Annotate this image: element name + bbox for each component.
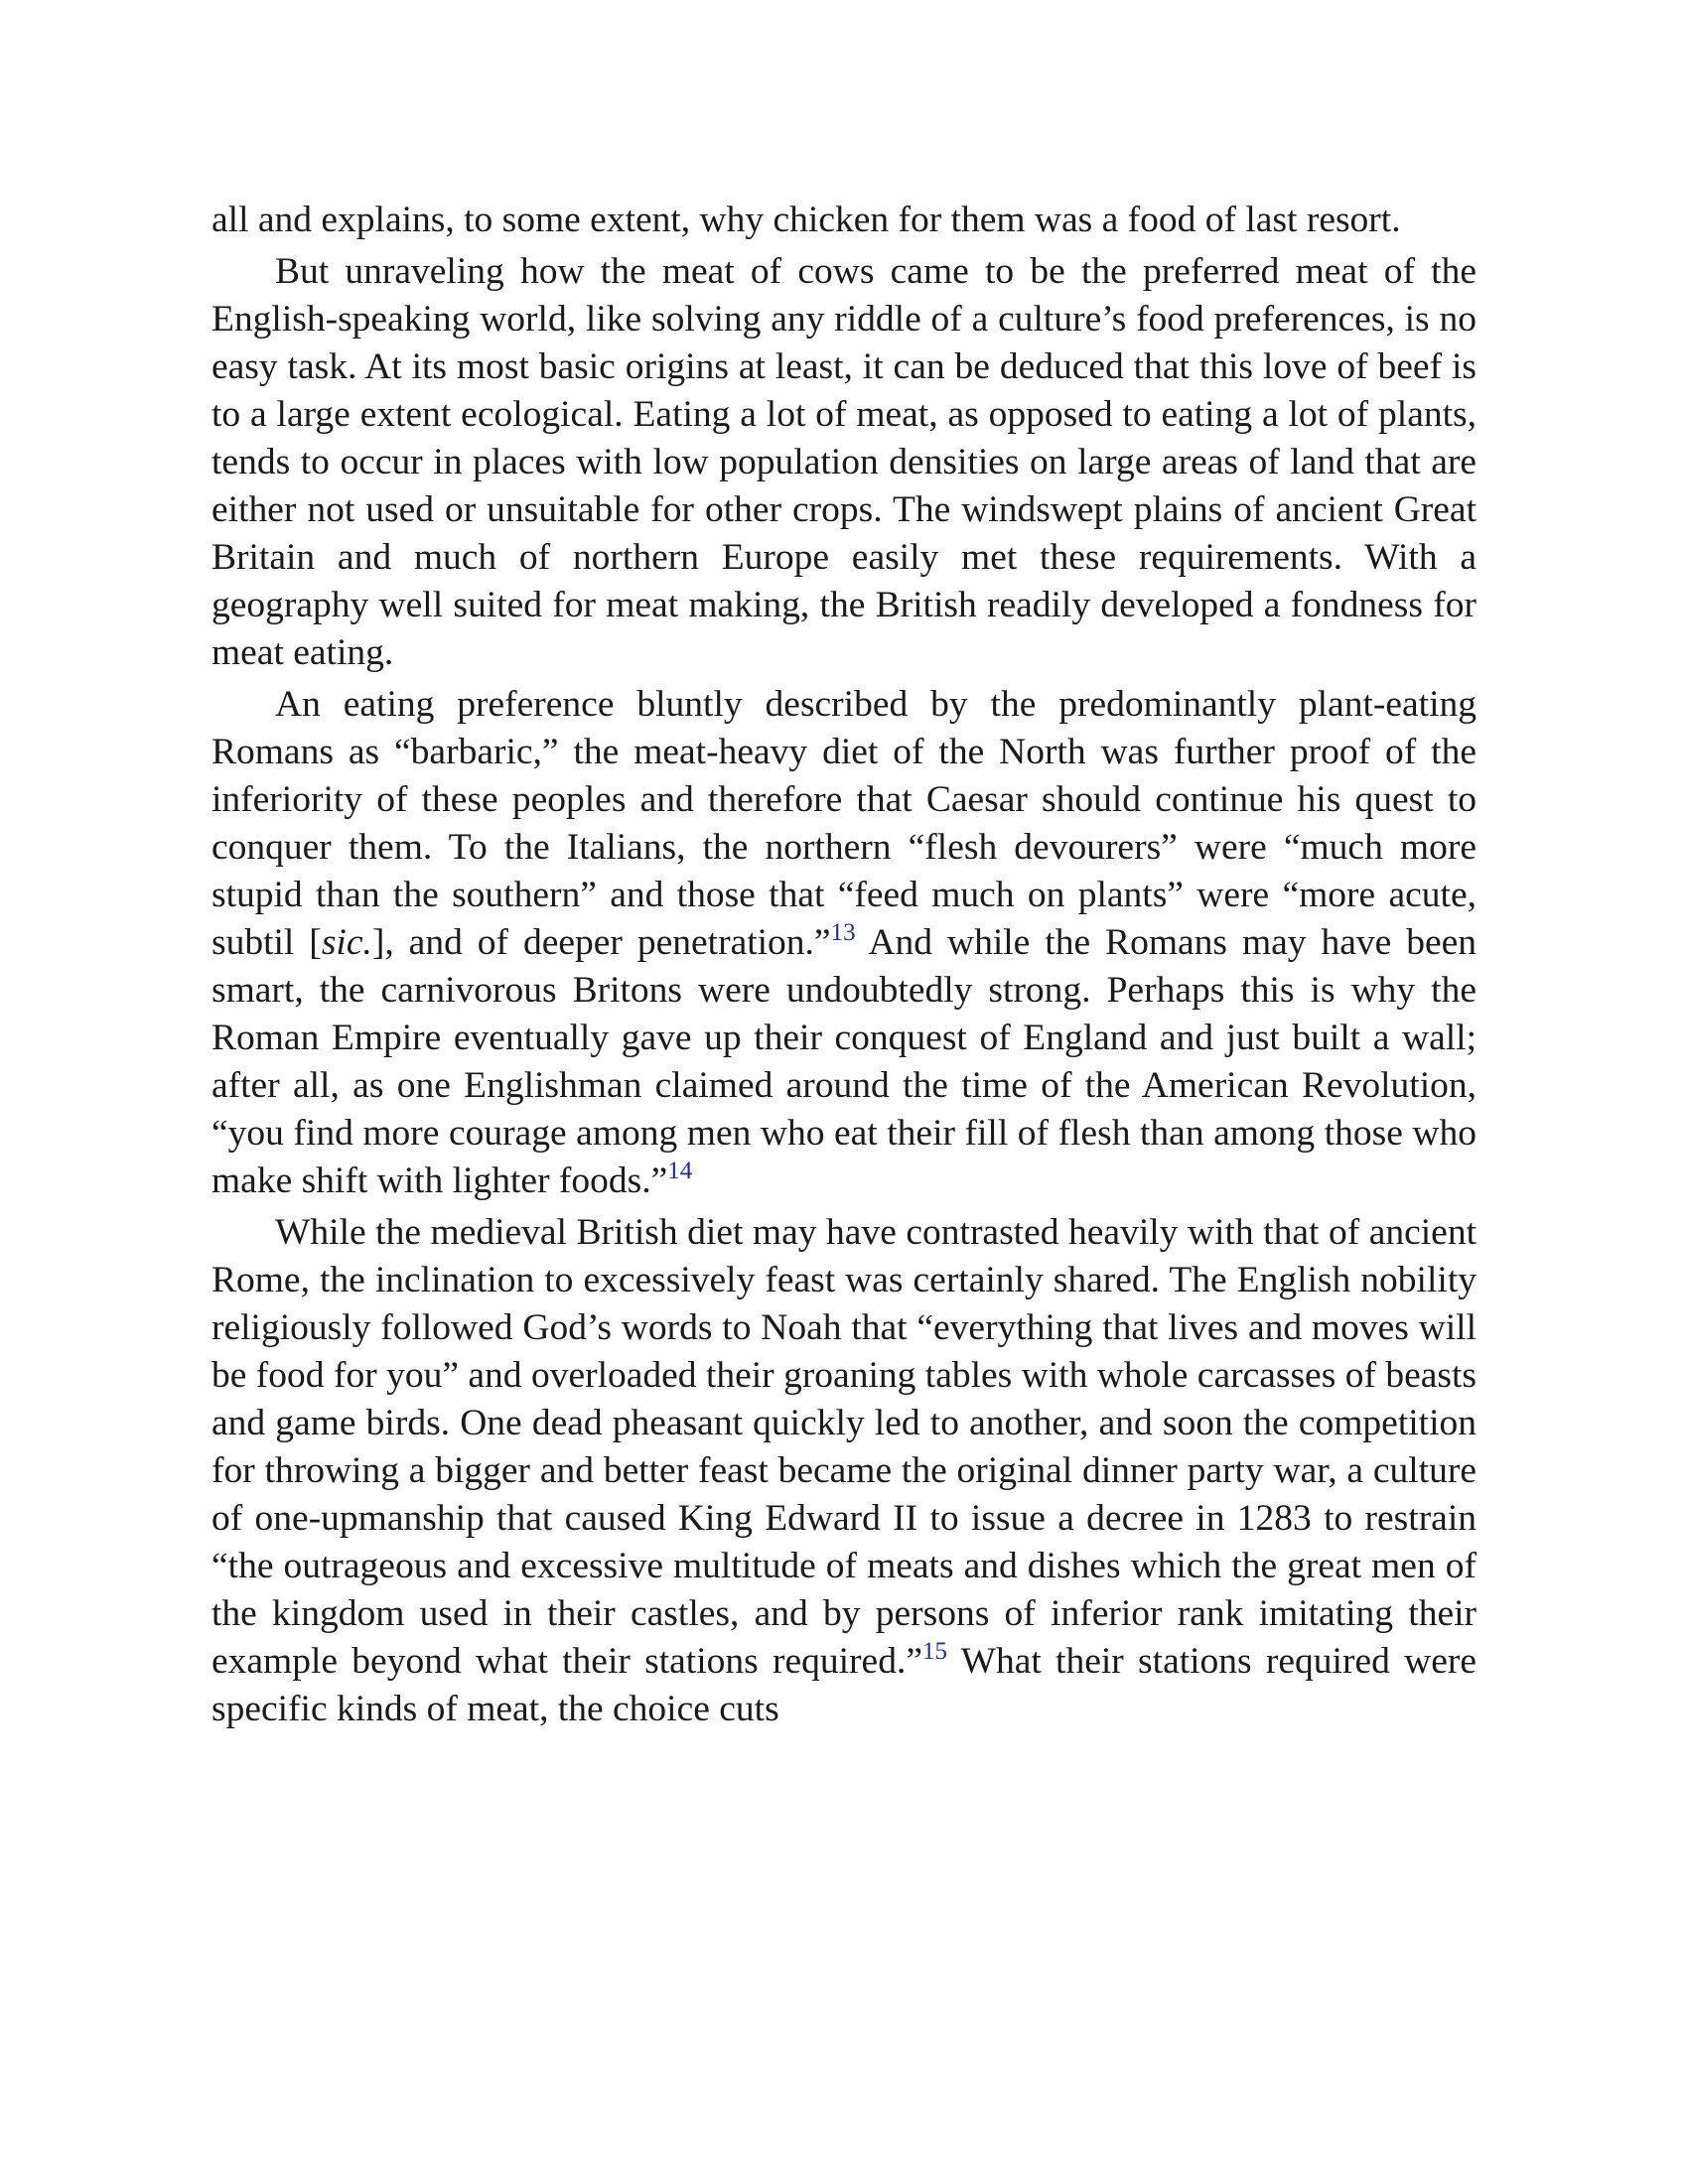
paragraph-beef-origins: But unraveling how the meat of cows came to be the preferred meat of the English-speaking world, like solving any riddle of a culture’s food preferences, is no easy task. At its most basic origins at least, it can be deduced that this love of beef is to a large extent ecological. Eating a lot of meat, as opposed to eating a lot of plants, tends to occur in places with low population densities on large areas of land that are either not used or unsuitable for other crops. The windswept plains of ancient Great Britain and much of northern Europe easily met these requirements. With a geography well suited for meat making, the British readily developed a fondness for meat eating. bbox=[211, 251, 1477, 673]
book-page bbox=[211, 197, 1477, 1737]
paragraph-romans bbox=[211, 681, 1477, 1205]
paragraph-text: While the medieval British diet may have contrasted heavily with that of ancient Rome, the inclination to excessively feast was certainly shared. The English nobility religiously followed God’s words to Noah that “everything that lives and moves will be food for you” and overloaded their groaning tables with whole carcasses of beasts and game birds. One dead pheasant quickly led to another, and soon the competition for throwing a bigger and better feast became the original dinner party war, a culture of one-upmanship that caused King Edward II to issue a decree in 1283 to restrain “the outrageous and excessive multitude of meats and dishes which the great men of the kingdom used in their castles, and by persons of inferior rank imitating their example beyond what their stations required.” bbox=[211, 1212, 1477, 1682]
footnote-link-15[interactable]: 15 bbox=[921, 1638, 947, 1665]
paragraph-text: ], and of deeper penetration.” bbox=[371, 922, 831, 963]
paragraph-continued: all and explains, to some extent, why chicken for them was a food of last resort. bbox=[211, 200, 1401, 240]
footnote-link-14[interactable]: 14 bbox=[667, 1158, 693, 1184]
paragraph-medieval-feast bbox=[211, 1209, 1477, 1733]
footnote-link-13[interactable]: 13 bbox=[830, 919, 856, 946]
italic-sic: sic. bbox=[321, 922, 372, 963]
paragraph-text: And while the Romans may have been smart, the carnivorous Britons were undoubtedly strong. Perhaps this is why the Roman Empire eventually gave up their conquest of England and just built a wall; after all, as one Englishman claimed around the time of the American Revolution, “you find more courage among men who eat their fill of flesh than among those who make shift with lighter foods.” bbox=[211, 922, 1477, 1201]
paragraph-text: What their stations required were specific kinds of meat, the choice cuts bbox=[211, 1641, 1477, 1729]
paragraph-text: An eating preference bluntly described by the predominantly plant-eating Romans as “barbaric,” the meat-heavy diet of the North was further proof of the inferiority of these peoples and therefore that Caesar should continue his quest to conquer them. To the Italians, the northern “flesh devourers” were “much more stupid than the southern” and those that “feed much on plants” were “more acute, subtil [ bbox=[211, 684, 1477, 963]
